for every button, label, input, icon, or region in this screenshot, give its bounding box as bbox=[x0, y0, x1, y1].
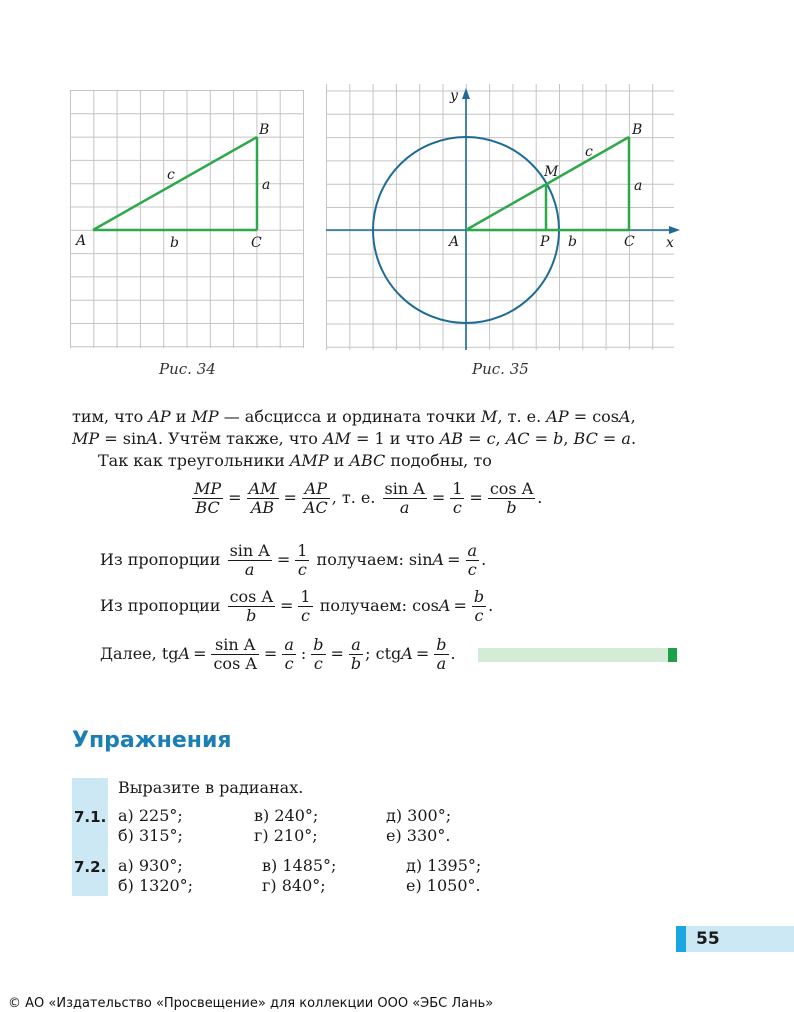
caption-35: Рис. 35 bbox=[472, 360, 529, 378]
end-of-proof-bar bbox=[478, 648, 668, 662]
fraction: $\frac{\text{sin A}}{a}$ bbox=[384, 479, 425, 517]
exercises-heading: Упражнения bbox=[72, 728, 232, 753]
equation-similarity: $\frac{MP}{BC}$ = $\frac{AM}{AB}$ = $\frac{AP}{AC}$ , т. е. $\frac{\text{sin A}}{a}$ = $\frac{1}{c}$ = $\frac{\text{cos A}}{b}$ . bbox=[194, 479, 543, 517]
exercise-item: е) 330°. bbox=[386, 826, 451, 845]
paragraph-2: MP = sinA. Учтём также, что AM = 1 и что AB = c, AC = b, BC = a. bbox=[72, 429, 637, 448]
fraction: $\frac{a}{c}$ bbox=[467, 541, 478, 579]
label-A: A bbox=[76, 233, 87, 249]
fraction: $\frac{\text{cos A}}{b}$ bbox=[489, 479, 534, 517]
exercise-item: г) 840°; bbox=[262, 876, 326, 895]
fraction: $\frac{\text{sin A}}{a}$ bbox=[229, 541, 270, 579]
label-M: M bbox=[544, 164, 559, 180]
label-c: c bbox=[167, 167, 175, 183]
fraction: $\frac{1}{c}$ bbox=[300, 587, 311, 625]
page-number-mark bbox=[676, 926, 686, 952]
page-number-box bbox=[676, 926, 794, 952]
end-of-proof-mark bbox=[668, 648, 677, 662]
grid-35 bbox=[326, 84, 674, 350]
page-number: 55 bbox=[696, 929, 720, 949]
equation-cos: Из пропорции $\frac{\text{cos A}}{b}$ = $\frac{1}{c}$ получаем: cosA = $\frac{b}{c}$ . bbox=[100, 587, 494, 625]
exercise-item: а) 930°; bbox=[118, 856, 183, 875]
label-b: b bbox=[170, 235, 179, 251]
copyright-notice: © АО «Издательство «Просвещение» для коллекции ООО «ЭБС Лань» bbox=[8, 996, 494, 1011]
fraction: $\frac{\text{cos A}}{b}$ bbox=[229, 587, 274, 625]
fraction: $\frac{a}{c}$ bbox=[284, 635, 294, 673]
x-axis-arrow bbox=[669, 226, 680, 234]
label-A: A bbox=[449, 234, 460, 250]
exercise-item: г) 210°; bbox=[254, 826, 318, 845]
label-a: a bbox=[634, 178, 643, 194]
label-y: y bbox=[450, 88, 458, 104]
paragraph-3: Так как треугольники AMP и ABC подобны, то bbox=[98, 451, 492, 470]
paragraph-1: тим, что AP и MP — абсцисса и ордината точки M, т. е. AP = cosA, bbox=[72, 407, 636, 426]
exercise-number: 7.2. bbox=[74, 858, 107, 876]
fraction: $\frac{\text{sin A}}{\text{cos A}}$ bbox=[213, 635, 257, 673]
exercise-item: д) 1395°; bbox=[406, 856, 482, 875]
fraction: $\frac{b}{c}$ bbox=[473, 587, 485, 625]
fraction: $\frac{a}{b}$ bbox=[350, 635, 362, 673]
exercise-item: в) 240°; bbox=[254, 806, 319, 825]
fraction: $\frac{1}{c}$ bbox=[297, 541, 308, 579]
exercise-intro: Выразите в радианах. bbox=[118, 778, 304, 797]
equation-tg-ctg: Далее, tgA = $\frac{\text{sin A}}{\text{cos A}}$ = $\frac{a}{c}$ : $\frac{b}{c}$ = $\frac{a}{b}$ ; ctgA = $\frac{b}{a}$ . bbox=[100, 635, 456, 673]
label-P: P bbox=[540, 234, 550, 250]
exercise-item: в) 1485°; bbox=[262, 856, 337, 875]
fraction: $\frac{b}{a}$ bbox=[436, 635, 447, 673]
fraction: $\frac{AP}{AC}$ bbox=[303, 479, 328, 517]
label-c: c bbox=[585, 144, 593, 160]
exercise-number-strip bbox=[72, 778, 108, 896]
y-axis-arrow bbox=[462, 88, 470, 99]
label-B: B bbox=[259, 122, 270, 138]
label-x: x bbox=[666, 235, 674, 251]
label-C: C bbox=[251, 235, 262, 251]
fraction: $\frac{AM}{AB}$ bbox=[248, 479, 277, 517]
segment-AB bbox=[466, 137, 629, 230]
label-b: b bbox=[568, 234, 577, 250]
label-C: C bbox=[624, 234, 635, 250]
label-B: B bbox=[632, 122, 643, 138]
exercise-item: е) 1050°. bbox=[406, 876, 481, 895]
figure-35 bbox=[326, 84, 682, 354]
caption-34: Рис. 34 bbox=[159, 360, 216, 378]
equation-sin: Из пропорции $\frac{\text{sin A}}{a}$ = $\frac{1}{c}$ получаем: sinA = $\frac{a}{c}$ . bbox=[100, 541, 487, 579]
exercise-item: б) 315°; bbox=[118, 826, 183, 845]
exercise-item: а) 225°; bbox=[118, 806, 183, 825]
exercise-item: б) 1320°; bbox=[118, 876, 194, 895]
fraction: $\frac{MP}{BC}$ bbox=[194, 479, 222, 517]
figure-34 bbox=[70, 90, 306, 350]
exercise-item: д) 300°; bbox=[386, 806, 452, 825]
fraction: $\frac{1}{c}$ bbox=[452, 479, 463, 517]
fraction: $\frac{b}{c}$ bbox=[313, 635, 324, 673]
label-a: a bbox=[262, 177, 271, 193]
exercise-number: 7.1. bbox=[74, 808, 107, 826]
